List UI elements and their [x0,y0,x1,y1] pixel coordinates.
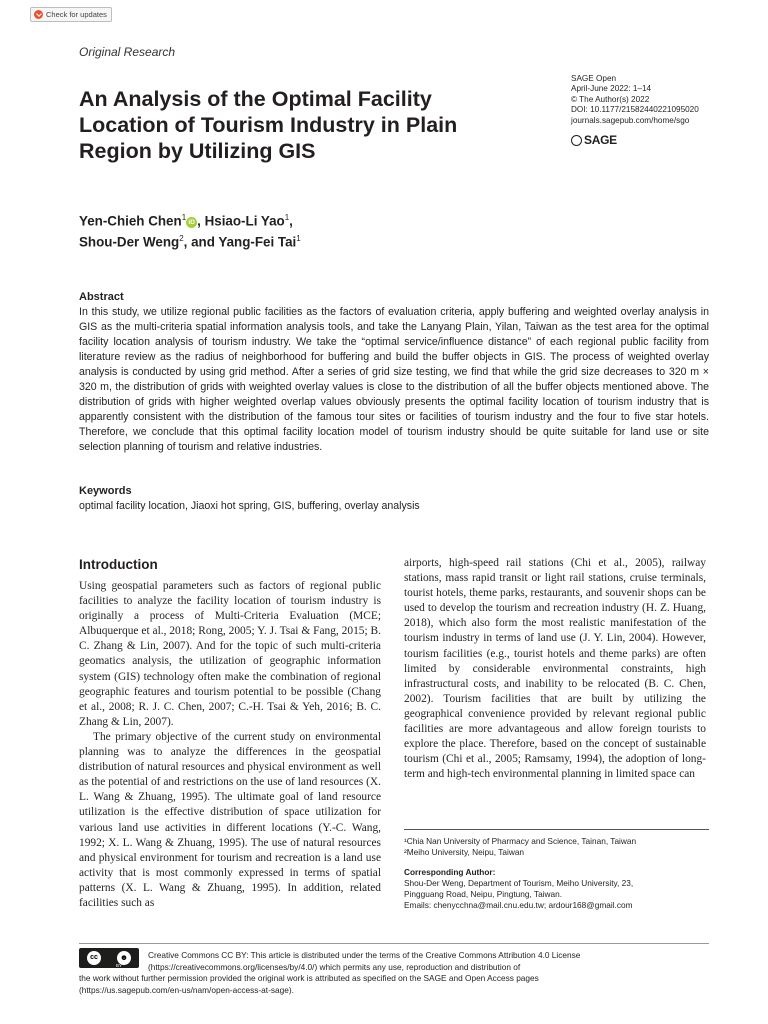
keywords-text: optimal facility location, Jiaoxi hot spring, GIS, buffering, overlay analysis [79,500,420,512]
author-affiliation-sup: 1 [284,213,290,222]
license-link[interactable]: (https://us.sagepub.com/en-us/nam/open-access-at-sage). [79,984,294,995]
footnote-divider [404,829,709,830]
orcid-icon[interactable]: iD [186,217,197,228]
license-line: the work without further permission provided the original work is attributed as specified on the SAGE and Open Access pages [79,973,539,983]
author-name[interactable]: Shou-Der Weng [79,234,180,250]
affiliation-1: ¹Chia Nan University of Pharmacy and Science, Tainan, Taiwan [404,836,637,846]
by-label: BY [116,963,123,968]
journal-issue: April-June 2022: 1–14 [571,84,652,94]
license-link[interactable]: (https://creativecommons.org/licenses/by/4.0/) which permits any use, reproduction and distribution of [148,961,521,972]
creative-commons-icon: cc [87,951,101,965]
article-title: An Analysis of the Optimal Facility Location of Tourism Industry in Plain Region by Utilizing GIS [79,87,458,163]
check-for-updates-button[interactable] [30,7,112,22]
abstract-text: In this study, we utilize regional public facilities as the factors of evaluation criteria, apply buffering and weighted overlay analysis in GIS as the multi-criteria spatial information analysis tools, and take the Lanyang Plain, Yilan, Taiwan as the test area for the optimal facility location analysis of tourism industry. We take the “optimal service/influence distance” of each regional public facility from literature review as the radius of neighborhood for buffering and build the buffer objects in GIS. The process of weighted overlay analysis is conducted by using grid method. After a series of grid size testing, we find that while the grid size decreases to 320 m × 320 m, the distribution of grids with weighted overlay values is close to the distribution of all the buffer objects mentioned above. The distribution of grids with higher weighted overlap values obviously presents the optimal facility location of tourism industry that is apparently consistent with the distribution of the famous tour sites or facilities of tourism industry and the four to five star hotels. Therefore, we conclude that this optimal facility location model of tourism industry should be quite suitable for land use or site selection planning of tourism and relative industries. [79,306,709,453]
footnotes [404,836,714,911]
check-updates-icon [34,10,43,19]
journal-meta [571,74,699,126]
license-line: Creative Commons CC BY: This article is distributed under the terms of the Creative Commons Attribution 4.0 License [148,950,581,960]
corresponding-author-heading: Corresponding Author: [404,867,496,877]
body-column-right [404,556,706,782]
sage-logo [571,133,617,147]
check-for-updates-label: Check for updates [46,10,107,19]
paragraph: The primary objective of the current study on environmental planning was to analyze the differences in the geospatial distribution of natural resources and physical environment as well as the potential of and restrictions on the use of land resources (X. L. Wang & Zhuang, 1995). The ultimate goal of land resource utilization is the effective distribution of space utilization for various land use activities in different locations (Y.-C. Wang, 1992; X. L. Wang & Zhuang, 1995). The use of natural resources and physical environment for tourism and recreation is a land use activity that is most commonly expressed in terms of spatial patterns (X. L. Wang & Zhuang, 1995). In addition, related facilities such as [79,730,381,909]
journal-name: SAGE Open [571,74,617,83]
corresponding-author-emails[interactable]: Emails: chenycchna@mail.cnu.edu.tw; ardour168@gmail.com [404,900,633,910]
author-name[interactable]: Hsiao-Li Yao [204,213,285,229]
license-divider [79,943,709,944]
body-column-left [79,579,381,911]
abstract-heading: Abstract [79,291,124,303]
introduction-heading: Introduction [79,557,158,572]
journal-url-link[interactable]: journals.sagepub.com/home/sgo [571,115,690,125]
corresponding-author-address: Shou-Der Weng, Department of Tourism, Meiho University, 23, [404,878,634,888]
license-text [79,950,709,996]
keywords-heading: Keywords [79,485,132,497]
sage-logo-text: SAGE [584,133,617,147]
author-name[interactable]: Yen-Chieh Chen [79,213,182,229]
attribution-person-icon: ☻ [117,951,131,965]
author-list [79,209,301,252]
paragraph: airports, high-speed rail stations (Chi et al., 2005), railway stations, mass rapid transit or light rail stations, cruise terminals, tourist hotels, theme parks, restaurants, and souvenir shops can be used to develop the tourism and recreation industry (H. Z. Huang, 2018), which also form the most realistic manifestation of the tourism industry in terms of land use (J. Y. Lin, 2004). However, tourism facilities (e.g., tourist hotels and theme parks) are often limited by considerable environmental constraints, high infrastructural costs, and inability to be relocated (B. C. Chen, 2002). Tourism facilities that are built by utilizing the geographical convenience provided by relevant regional public facilities are more advantageous and allow foreign tourists to explore the place. Therefore, based on the concept of sustainable tourism (Chi et al., 2005; Ramsamy, 1994), the adoption of long-term and high-tech environmental planning in limited space can [404,557,706,781]
author-affiliation-sup: 2 [179,234,184,244]
doi-link[interactable]: DOI: 10.1177/21582440221095020 [571,105,699,115]
paragraph: Using geospatial parameters such as factors of regional public facilities to analyze the facility location of tourism industry is originally a process of Multi-Criteria Evaluation (MCE; Albuquerque et al., 2018; Rong, 2005; Y. J. Tsai & Fang, 2015; B. C. Zhang & Lin, 2007). And for the topic of such multi-criteria geomatics analysis, the utilization of geographic information system (GIS) technology often make the combination of regional geographic features and tourism potential to be possible (Chang et al., 2008; R. J. C. Chen, 2007; C.-H. Tsai & Yeh, 2016; B. C. Zhang & Lin, 2007). [79,580,381,728]
author-affiliation-sup: 1 [296,234,301,244]
copyright: © The Author(s) 2022 [571,94,650,104]
affiliation-2: ²Meiho University, Neipu, Taiwan [404,847,525,857]
article-type-label: Original Research [79,45,176,59]
author-line-1: Yen-Chieh Chen$^1$iD , Hsiao-Li Yao$^1$, [79,213,293,229]
sage-logo-icon [571,135,582,146]
author-line-2: Shou-Der Weng$^2$, and Yang-Fei Tai$^1$ [79,234,301,250]
author-affiliation-sup: 1 [181,213,187,222]
corresponding-author-address: Pingguang Road, Neipu, Pingtung, Taiwan. [404,889,563,899]
author-name[interactable]: Yang-Fei Tai [218,234,297,250]
